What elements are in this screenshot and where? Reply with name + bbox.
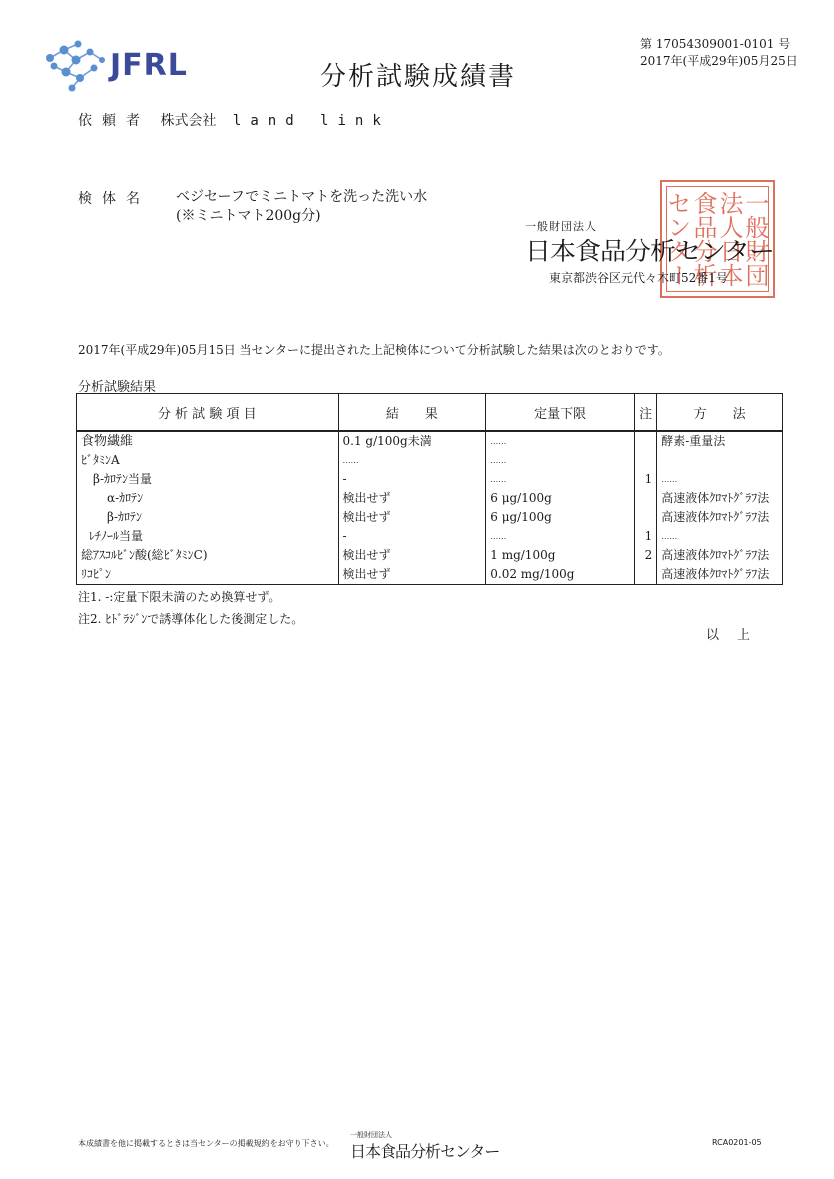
logo-text: JFRL — [110, 48, 188, 83]
row-method: 高速液体ｸﾛﾏﾄｸﾞﾗﾌ法 — [657, 546, 783, 565]
row-method: 酵素-重量法 — [657, 431, 783, 451]
row-item: ﾚﾁﾉｰﾙ当量 — [77, 527, 339, 546]
row-item: α-ｶﾛﾃﾝ — [77, 489, 339, 508]
footer-org-name: 日本食品分析センター — [350, 1142, 500, 1161]
row-loq: 6 μg/100g — [486, 508, 635, 527]
table-row — [77, 508, 783, 527]
row-method: 高速液体ｸﾛﾏﾄｸﾞﾗﾌ法 — [657, 508, 783, 527]
sample-name — [176, 188, 427, 226]
row-item: ﾘｺﾋﾟﾝ — [77, 565, 339, 585]
closing-mark: 以上 — [706, 628, 769, 643]
org-address: 東京都渋谷区元代々木町52番1号 — [549, 271, 728, 285]
row-result: 検出せず — [338, 489, 486, 508]
table-row — [77, 489, 783, 508]
row-loq: …… — [486, 431, 635, 451]
note-2: 注2. ﾋﾄﾞﾗｼﾞﾝで誘導体化した後測定した。 — [78, 612, 304, 626]
row-note — [635, 451, 657, 470]
row-method: …… — [657, 527, 783, 546]
issue-date: 2017年(平成29年)05月25日 — [640, 54, 798, 68]
certificate-meta — [640, 36, 798, 70]
row-result: 0.1 g/100g未満 — [338, 431, 486, 451]
row-item: 食物繊維 — [77, 431, 339, 451]
row-note: 1 — [635, 527, 657, 546]
document-title: 分析試験成績書 — [320, 62, 517, 92]
table-row — [77, 565, 783, 585]
intro-text: 2017年(平成29年)05月15日 当センターに提出された上記検体について分析試験した結果は次のとおりです。 — [78, 343, 670, 357]
row-note — [635, 508, 657, 527]
row-item: ﾋﾞﾀﾐﾝA — [77, 451, 339, 470]
row-result: - — [338, 470, 486, 489]
row-result: …… — [338, 451, 486, 470]
row-result: 検出せず — [338, 508, 486, 527]
row-loq: …… — [486, 527, 635, 546]
row-loq: 0.02 mg/100g — [486, 565, 635, 585]
row-note — [635, 565, 657, 585]
col-note: 注 — [635, 394, 657, 432]
seal-text: 一般財団法人日本食品分析センター — [666, 186, 769, 292]
col-method: 方 法 — [657, 394, 783, 432]
row-result: 検出せず — [338, 565, 486, 585]
sample-label: 検体名 — [78, 191, 150, 207]
row-note — [635, 489, 657, 508]
col-item: 分 析 試 験 項 目 — [77, 394, 339, 432]
molecule-icon — [42, 38, 112, 94]
row-loq: …… — [486, 470, 635, 489]
client-name: land link — [232, 113, 390, 129]
table-row — [77, 546, 783, 565]
row-result: - — [338, 527, 486, 546]
row-note: 1 — [635, 470, 657, 489]
table-row — [77, 431, 783, 451]
results-header-row — [77, 394, 783, 432]
jfrl-logo — [42, 38, 212, 94]
org-prefix: 一般財団法人 — [525, 220, 597, 233]
footer-notice: 本成績書を他に掲載するときは当センターの掲載規約をお守り下さい。 — [78, 1139, 334, 1148]
row-item: 総ｱｽｺﾙﾋﾞﾝ酸(総ﾋﾞﾀﾐﾝC) — [77, 546, 339, 565]
certificate-number: 第 17054309001-0101 号 — [640, 37, 791, 51]
row-method: 高速液体ｸﾛﾏﾄｸﾞﾗﾌ法 — [657, 565, 783, 585]
row-item: β-ｶﾛﾃﾝ当量 — [77, 470, 339, 489]
row-note — [635, 431, 657, 451]
org-name: 日本食品分析センター — [525, 237, 774, 267]
col-loq: 定量下限 — [486, 394, 635, 432]
notes — [78, 586, 303, 630]
footer-org-prefix: 一般財団法人 — [350, 1131, 392, 1139]
sample-line-2: (※ミニトマト200g分) — [176, 208, 321, 224]
row-note: 2 — [635, 546, 657, 565]
organization-block — [525, 218, 775, 286]
client-label: 依頼者 — [78, 113, 150, 129]
row-loq: …… — [486, 451, 635, 470]
table-row — [77, 470, 783, 489]
row-item: β-ｶﾛﾃﾝ — [77, 508, 339, 527]
row-loq: 6 μg/100g — [486, 489, 635, 508]
footer-organization — [350, 1130, 499, 1162]
client-company: 株式会社 — [160, 113, 217, 129]
form-code: RCA0201-05 — [712, 1138, 762, 1147]
row-method: …… — [657, 470, 783, 489]
table-row — [77, 527, 783, 546]
table-row — [77, 451, 783, 470]
results-table — [76, 393, 783, 585]
row-method: 高速液体ｸﾛﾏﾄｸﾞﾗﾌ法 — [657, 489, 783, 508]
sample-row — [78, 188, 428, 224]
client-row — [78, 110, 390, 130]
note-1: 注1. -:定量下限未満のため換算せず。 — [78, 590, 281, 604]
row-method — [657, 451, 783, 470]
row-result: 検出せず — [338, 546, 486, 565]
col-result: 結 果 — [338, 394, 486, 432]
results-heading: 分析試験結果 — [78, 380, 157, 395]
row-loq: 1 mg/100g — [486, 546, 635, 565]
sample-line-1: ベジセーフでミニトマトを洗った洗い水 — [176, 189, 428, 205]
